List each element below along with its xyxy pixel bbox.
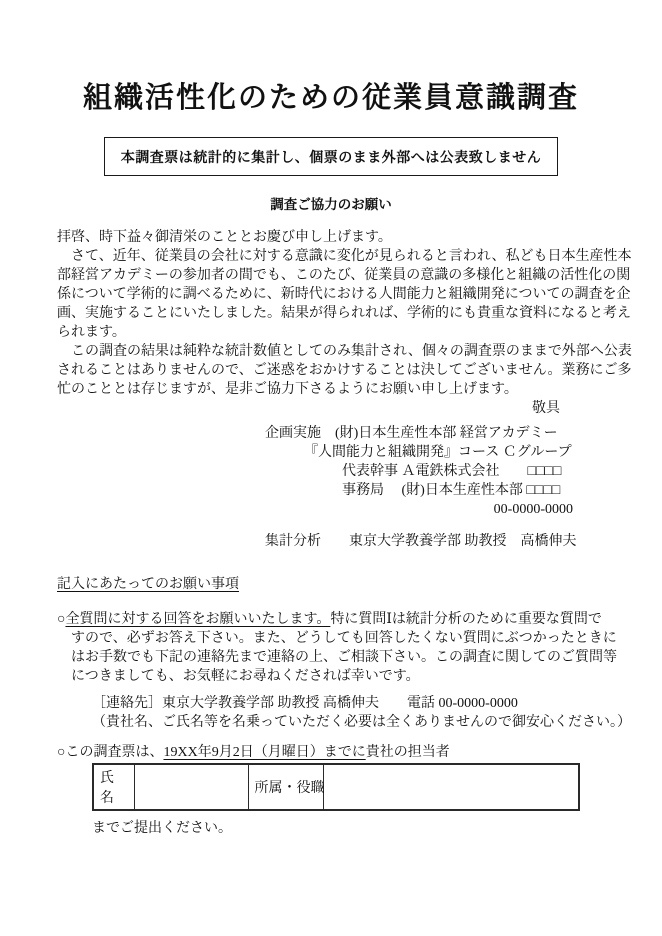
privacy-notice-wrap: [0, 137, 662, 176]
credit-phone-number: 00-0000-0000: [493, 501, 573, 517]
contact-info-line: ［連絡先］東京大学教養学部 助教授 高橋伸夫 電話 00-0000-0000: [92, 695, 518, 711]
submit-note: までご提出ください。: [92, 820, 232, 836]
table-row: [93, 764, 579, 810]
deadline-prefix: この調査票は、: [65, 744, 164, 760]
name-input-cell[interactable]: [134, 764, 248, 810]
letter-line: されることはありませんので、ご迷惑をおかけすることは決してございません。業務にご多: [57, 362, 632, 378]
deadline-suffix: 貴社の担当者: [365, 744, 450, 760]
circle-bullet-icon: ○: [57, 611, 66, 627]
letter-line: 画、実施することにいたしました。結果が得られれば、学術的にも貴重な資料になると考え: [57, 305, 631, 321]
credit-representative-line: 代表幹事 Ａ電鉄株式会社 □□□□: [342, 463, 562, 479]
privacy-notice-text: 本調査票は統計的に集計し、個票のまま外部へは公表致しません: [120, 148, 542, 165]
letter-line: 部経営アカデミーの参加者の間でも、このたび、従業員の意識の多様化と組織の活性化の関: [57, 267, 631, 283]
letter-line: さて、近年、従業員の会社に対する意識に変化が見られると言われ、私ども日本生産性本: [57, 248, 632, 264]
credit-planning-line: 企画実施 (財)日本生産性本部 経営アカデミー: [265, 425, 558, 441]
credit-course-line: 『人間能力と組織開発』コース Ｃグループ: [304, 444, 572, 460]
credit-secretariat-line: 事務局 (財)日本生産性本部 □□□□: [342, 482, 561, 498]
letter-line: この調査の結果は純粋な統計数値としてのみ集計され、個々の調査票のままで外部へ公表: [57, 343, 632, 359]
letter-line: 係について学術的に調べるために、新時代における人間能力と組織開発についての調査を企: [57, 286, 631, 302]
respondent-info-table: [92, 763, 580, 811]
cooperation-request-heading: 調査ご協力のお願い: [270, 196, 392, 212]
instruction-line: はお手数でも下記の連絡先まで連絡の上、ご相談下さい。この調査に関してのご質問等: [71, 649, 617, 665]
instruction-line: [57, 610, 622, 629]
analysis-credit-line: 集計分析 東京大学教養学部 助教授 高橋伸夫: [265, 533, 577, 549]
deadline-date-underlined: 19XX年9月2日（月曜日）までに: [163, 744, 366, 760]
contact-note-line: （貴社名、ご氏名等を名乗っていただく必要は全くありませんので御安心ください。）: [92, 714, 631, 730]
privacy-notice-box: [104, 137, 559, 176]
instruction-line: につきましても、お気軽にお尋ねくだされば幸いです。: [71, 668, 420, 684]
survey-credits: [265, 424, 662, 519]
page-title: 組織活性化のための従業員意識調査: [82, 82, 579, 114]
letter-closing: 敬具: [532, 400, 560, 416]
instruction-underlined-text: 全質問に対する回答をお願いいたします。: [65, 611, 331, 627]
greeting-letter: [57, 228, 632, 418]
letter-line: 拝啓、時下益々御清栄のこととお慶び申し上げます。: [57, 229, 392, 245]
name-label-cell: 氏名: [93, 764, 134, 810]
instructions-heading: 記入にあたってのお願い事項: [57, 576, 239, 592]
contact-info-block: [92, 694, 662, 732]
instruction-text: 特に質問Ⅰは統計分析のために重要な質問で: [330, 611, 602, 627]
position-input-cell[interactable]: [323, 764, 579, 810]
instruction-line: すので、必ずお答え下さい。また、どうしても回答したくない質問にぶつかったときに: [71, 630, 617, 646]
position-label-cell: 所属・役職: [248, 764, 323, 810]
letter-line: られます。: [57, 324, 126, 340]
deadline-instruction: [57, 743, 662, 762]
circle-bullet-icon: ○: [57, 744, 66, 760]
instruction-item-answer-all: [57, 610, 622, 686]
letter-line: 忙のこととは存じますが、是非ご協力下さるようにお願い申し上げます。: [57, 381, 518, 397]
